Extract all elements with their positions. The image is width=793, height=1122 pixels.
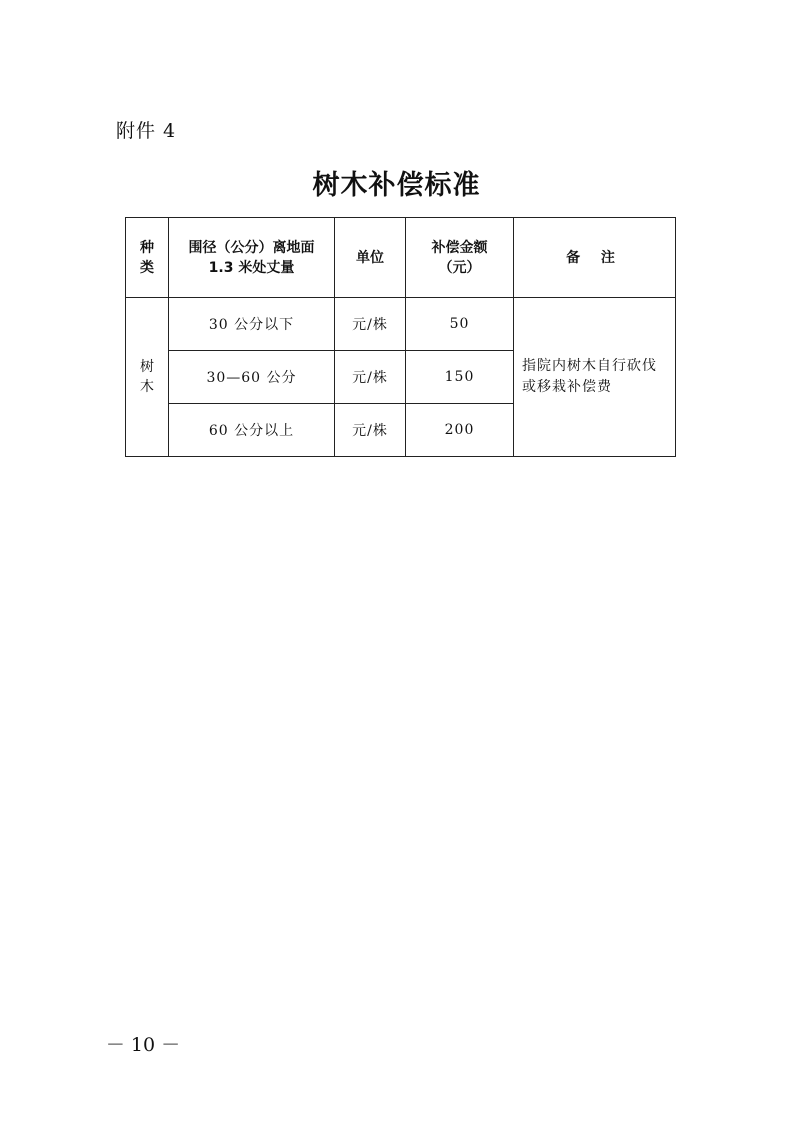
amount-cell: 150 <box>406 351 514 404</box>
unit-cell: 元/株 <box>335 404 406 457</box>
amount-cell: 200 <box>406 404 514 457</box>
unit-cell: 元/株 <box>335 351 406 404</box>
table-row <box>126 298 676 351</box>
header-unit: 单位 <box>335 218 406 298</box>
size-cell: 30—60 公分 <box>169 351 335 404</box>
size-cell: 60 公分以上 <box>169 404 335 457</box>
unit-cell: 元/株 <box>335 298 406 351</box>
kind-cell: 树木 <box>126 298 169 457</box>
table-header-row <box>126 218 676 298</box>
note-cell: 指院内树木自行砍伐或移栽补偿费 <box>514 298 676 457</box>
attachment-label: 附件 4 <box>116 120 177 142</box>
header-kind: 种类 <box>126 218 169 298</box>
header-size: 围径（公分）离地面1.3 米处丈量 <box>169 218 335 298</box>
size-cell: 30 公分以下 <box>169 298 335 351</box>
amount-cell: 50 <box>406 298 514 351</box>
header-amount: 补偿金额（元） <box>406 218 514 298</box>
document-title: 树木补偿标准 <box>312 170 481 201</box>
header-note: 备 注 <box>514 218 676 298</box>
compensation-table <box>125 217 676 457</box>
page-number: － 10 － <box>105 1034 181 1056</box>
